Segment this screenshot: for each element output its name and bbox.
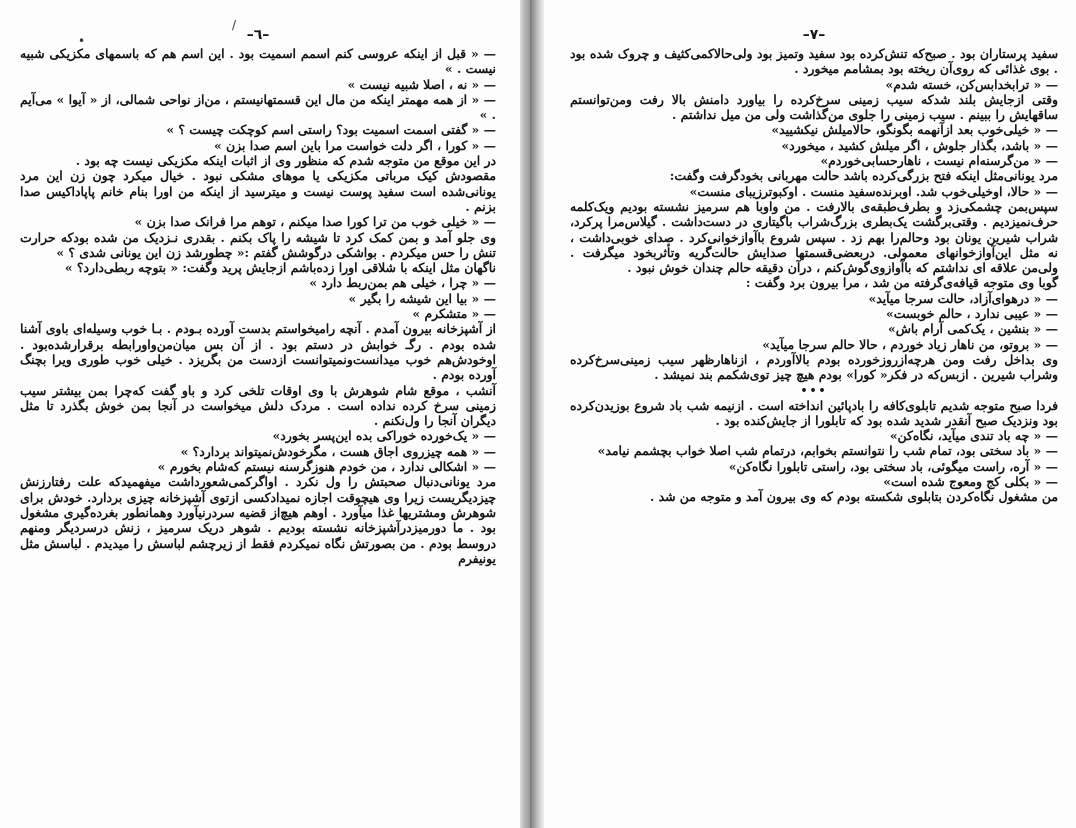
paragraph: گوبا وی متوجه قیافه‌ی‌گرفته من شد ، مرا بیرون برد وگفت : xyxy=(745,275,1058,291)
paragraph: — « ترابخدابس‌کن، خسته شدم» xyxy=(885,76,1058,92)
paragraph: — « گفتی اسمت اسمیت بود؟ راستی اسم کوچکت چیست ؟ » xyxy=(166,122,496,138)
paragraph: — « اشکالی ندارد ، من خودم هنوزگرسنه نیستم که‌شام بخورم » xyxy=(157,459,496,475)
paragraph: — « متشکرم » xyxy=(412,306,496,322)
paragraph: — « درهوای‌آزاد، حالت سرجا میآید» xyxy=(868,290,1058,306)
paragraph: وی جلو آمد و بمن کمک کرد تا شیشه را پاک بکنم . بقدری نـزدیک من شده بودکه حرارت تنش را حس میکردم . بواشکی درگوشش گفتم :« چطورشد زن این یونانی شدی ؟ » xyxy=(20,229,496,260)
paragraph: — « آره، راست میگوئی، باد سختی بود، راستی تابلورا نگاه‌کن» xyxy=(728,458,1058,474)
page-number-left: –٦– xyxy=(246,27,270,43)
paragraph: — « بنشین ، یک‌کمی آرام باش» xyxy=(888,321,1058,337)
paragraph: — « بیا این شیشه را بگیر » xyxy=(348,290,496,306)
paragraph: وی بداخل رفت ومن هرچه‌ازروزخورده بودم بالاآوردم ، ازناهارظهر سیب زمینی‌سرخ‌کرده وشراب شیرین . ازبس‌که در فکر« کورا» بودم هیچ چیز توی‌شکمم بند نمیشد . xyxy=(570,351,1058,383)
paragraph: — « عیبی ندارد ، حالم خوبست» xyxy=(885,306,1058,322)
paragraph: — « خیلی خوب من ترا کورا صدا میکنم ، توهم مرا فرانک صدا بزن » xyxy=(134,214,496,230)
page-number-right: –٧– xyxy=(802,27,826,43)
paragraph: من مشغول نگاه‌کردن بتابلوی شکسته بودم که وی بیرون آمد و متوجه من شد . xyxy=(649,489,1058,505)
paragraph: از آشپزخانه بیرون آمدم . آنچه رامیخواستم بدست آورده بـودم . بـا خوب وسیله‌ای باوی آشنا شده بودم . رگـ خوابش در دستم بود . از آن بس میان‌من‌واورابطه برقرارشده‌بود . اوخودش‌هم خوب میدانست‌ونمیتوانست ازدست من بگریزد . خیلی خوب طوری ویرا بچنگ آورده بودم . xyxy=(20,321,496,383)
paragraph: — « حالا، اوخیلی‌خوب شد. اوبرنده‌سفید منست . اوکبوترزیبای منست» xyxy=(689,183,1058,199)
paragraph: — « بروتو، من ناهار زیاد خوردم ، حالا حالم سرجا میآید» xyxy=(762,336,1058,352)
paragraph: آنشب ، موقع شام شوهرش با وی اوقات تلخی کرد و باو گفت که‌چرا بمن بیشتر سیب زمینی سرخ کرده نداده است . مردک دلش میخواست در آنجا بمن خوش بگذرد تا مثل دیگران آنجا را ول‌نکنم . xyxy=(20,382,496,429)
paragraph: — « بکلی کج ومعوج شده است» xyxy=(883,474,1058,490)
left-page xyxy=(0,0,526,828)
ink-dot: • xyxy=(78,34,86,48)
paragraph: — « باد سختی بود، تمام شب را نتوانستم بخوابم، درتمام شب اصلا خواب بچشمم نیامد» xyxy=(597,443,1058,459)
book-gutter-shadow xyxy=(520,0,530,828)
paragraph: فردا صبح متوجه شدیم تابلوی‌کافه را بادپائین انداخته است . ازنیمه شب باد شروع بوزیدن‌کرده بود ونزدیک صبح آنقدر شدید شده بود که تابلورا از جایش‌کنده بود . xyxy=(570,397,1058,428)
section-separator: ••• xyxy=(800,383,828,397)
paragraph: مقصودش کیک مرباتی مکزیکی یا موهای مشکی نبود . خیال میکرد چون زن این مرد یونانی‌شده است سفید پوست نیست و میترسید از اینکه من اورا بنام خانم پاپاداکیس صدا بزنم . xyxy=(20,168,496,214)
paragraph: مرد یونانی‌مثل اینکه فتح بزرگی‌کرده باشد حالت مهربانی بخودگرفت وگفت: xyxy=(669,168,1058,184)
paragraph: — « همه چیزروی اجاق هست ، مگرخودش‌نمیتواند بردارد؟ » xyxy=(180,443,496,459)
paragraph: سفید پرستاران بود . صبح‌که تنش‌کرده بود سفید وتمیز بود ولی‌حالاکمی‌کثیف و چروک شده بود . بوی غذائی که روی‌آن ریخته بود بمشامم میخورد . xyxy=(570,46,1058,77)
paragraph: — « یک‌خورده خوراکی بده این‌پسر بخورد» xyxy=(272,428,496,444)
paragraph: — « کورا ، اگر دلت خواست مرا باین اسم صدا بزن » xyxy=(213,137,496,153)
paragraph: در این موقع من متوجه شدم که منظور وی از اثبات اینکه مکزیکی نیست چه بود . xyxy=(75,153,496,169)
paragraph: — « چرا ، خیلی هم بمن‌ربط دارد » xyxy=(309,275,496,291)
paragraph: — « نه ، اصلا شبیه نیست » xyxy=(347,76,496,92)
paragraph: — « باشد، بگذار جلوش ، اگر میلش کشید ، میخورد» xyxy=(781,137,1058,153)
book-gutter-shadow xyxy=(530,0,544,828)
paragraph: سپس‌بمن چشمکی‌زد و بطرف‌طبقه‌ی بالارفت . من واوبا هم سرمیز نشسته بودیم ویک‌کلمه حرف‌نمیزدیم . وقتی‌برگشت یک‌بطری بزرگ‌شراب باگیتاری در دست‌داشت . گیلاس‌مرا پرکرد، شراب شیرین یونان بود وحالم‌را بهم زد . سپس شروع باآوازخوانی‌کرد . صدای خوبی‌داشت ، نه مثل این‌آوازخوانهای معمولی. دربعضی‌قسمتها صدایش حالت‌گریه وتأثربخود میگرفت . ولی‌من علاقه ای نداشتم که باآوازوی‌گوش‌کنم ، درآن دقیقه حالم چندان خوش نبود . xyxy=(570,198,1058,276)
paragraph: ناگهان مثل اینکه با شلاقی اورا زده‌باشم ازجایش پرید وگفت: « بتوچه ربطی‌دارد؟ » xyxy=(64,260,496,276)
paragraph: — « از همه مهمتر اینکه من مال این قسمتهانیستم ، من‌از نواحی شمالی، از « آیوا » می‌آیم . » xyxy=(20,91,496,123)
paragraph: — « من‌گرسنه‌ام نیست ، ناهارحسابی‌خوردم» xyxy=(820,153,1058,169)
paragraph: — « چه باد تندی میآید، نگاه‌کن» xyxy=(889,428,1058,444)
right-page-text xyxy=(570,46,1058,505)
paragraph: — « قبل از اینکه عروسی کنم اسمم اسمیت بود . این اسم هم که باسمهای مکزیکی شبیه نیست . » xyxy=(20,46,496,77)
paragraph: وقتی ازجایش بلند شدکه سیب زمینی سرخ‌کرده را بیاورد دامنش بالا رفت ومن‌توانستم ساقهایش را ببینم . سیب زمینی را جلوی من‌گذاشت ولی من میل نداشتم . xyxy=(570,91,1058,123)
paragraph: — « خیلی‌خوب بعد ازآنهمه بگونگو، حالامیلش نیکشیید» xyxy=(771,122,1058,138)
paragraph: مرد یونانی‌دنبال صحبتش را ول نکرد . اواگرکمی‌شعورداشت میفهمیدکه علت رفتارزنش چیزدیگریست زیرا وی هیچوقت اجازه نمیدادکسی ازتوی آشپزخانه چیزی بردارد. خودش برای شوهرش ومشتریها غذا میآورد . اوهم هیچ‌از قضیه سردرنیآورد وهمانطور بغرده‌گیری مشغول بود . ما دورمیزدرآشپزخانه نشسته بودیم . شوهر دریک سرمیز ، زنش درسردیگر ومنهم دروسط بودم . من بصورتش نگاه نمیکردم فقط از زیرچشم لباسش را میدیدم . لباسش مثل یونیفرم xyxy=(20,474,496,566)
pencil-tick: / xyxy=(232,18,237,32)
left-page-text xyxy=(20,46,496,566)
right-page xyxy=(526,0,1076,828)
